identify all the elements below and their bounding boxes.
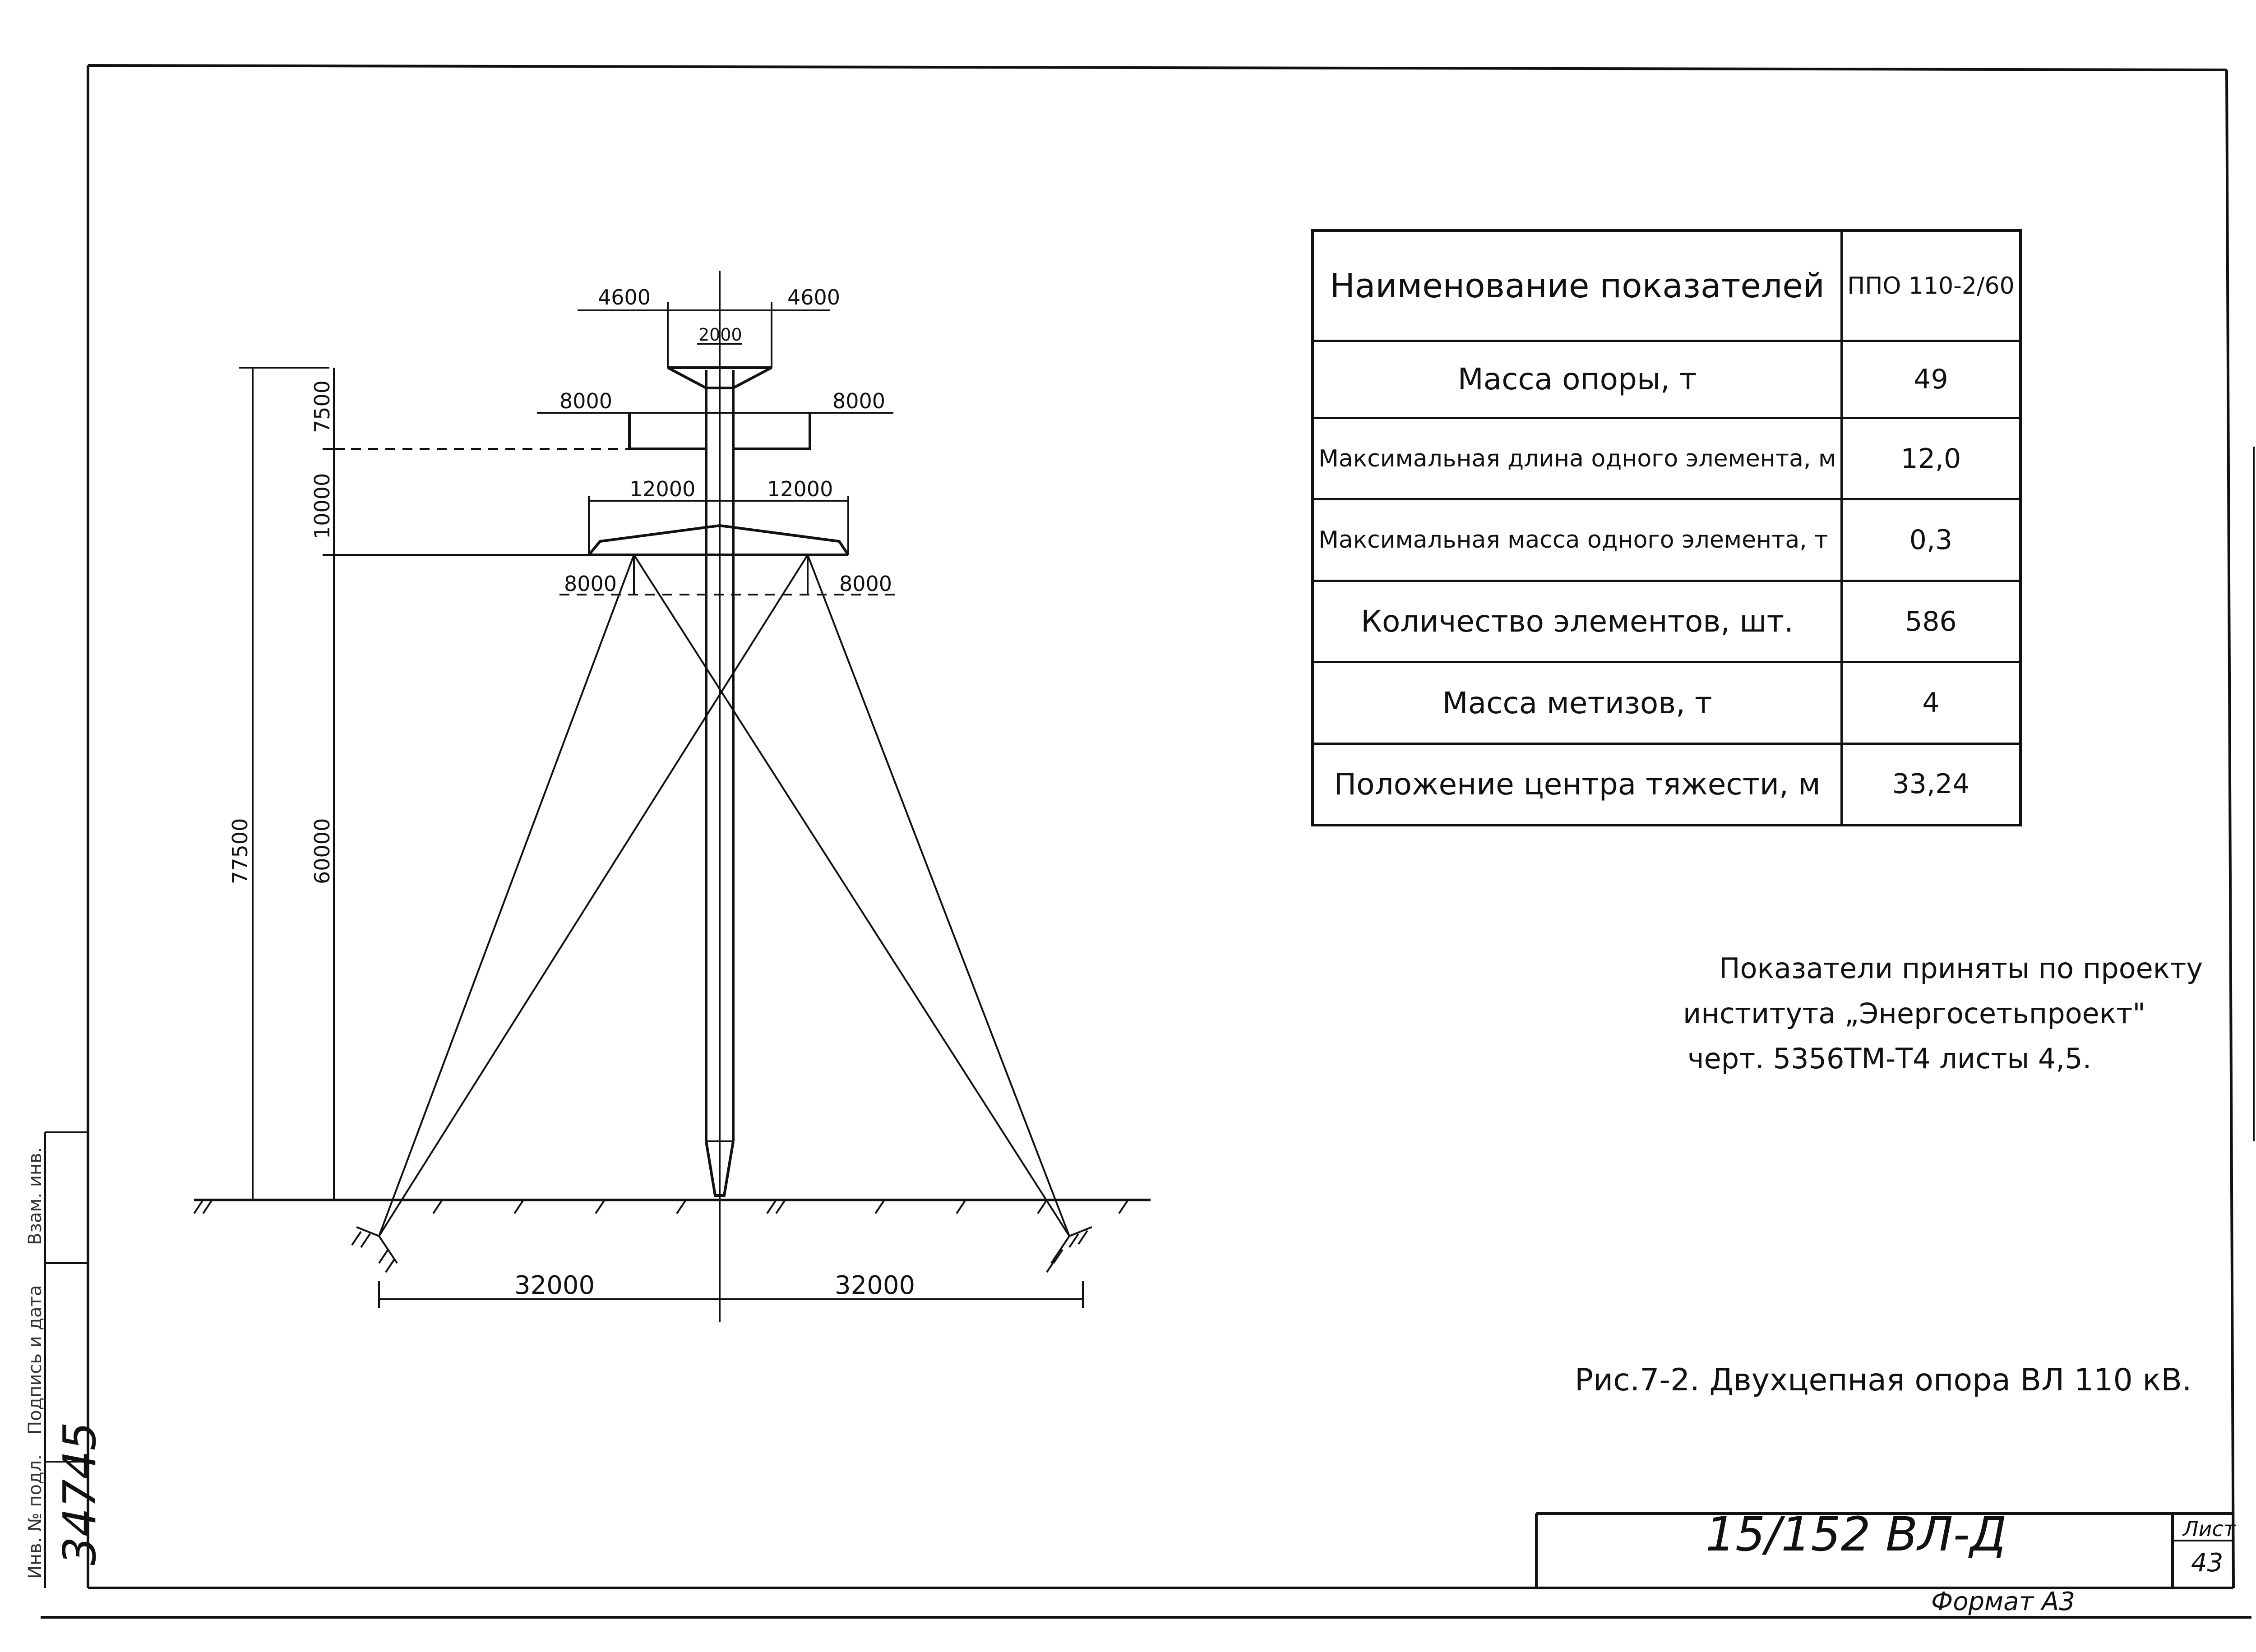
table-row [1313, 499, 2020, 581]
dim-vert-1: 7500 [310, 380, 334, 433]
dim-top-center: 2000 [698, 325, 742, 345]
cross-arm-middle [334, 413, 810, 449]
dim-mid-right: 8000 [832, 389, 886, 413]
dim-vert-3: 60000 [310, 818, 334, 884]
table-row [1313, 418, 2020, 499]
table-row [1313, 743, 2020, 825]
ground-line [194, 1200, 1151, 1214]
table-header-code: ППО 110-2/60 [1842, 231, 2020, 341]
row-value: 49 [1842, 341, 2020, 418]
dimension-lines [239, 302, 1083, 1308]
dim-top-left: 4600 [598, 285, 651, 309]
row-value: 586 [1842, 581, 2020, 662]
row-name: Масса опоры, т [1313, 341, 1842, 418]
row-value: 33,24 [1842, 743, 2020, 825]
dim-mid-left: 8000 [559, 389, 613, 413]
figure-caption: Рис.7-2. Двухцепная опора ВЛ 110 кВ. [1575, 1362, 2192, 1398]
note-line-1: Показатели приняты по проекту [1719, 952, 2203, 985]
table-header-name: Наименование показателей [1313, 231, 1842, 341]
note-line-3: черт. 5356ТМ-Т4 листы 4,5. [1687, 1042, 2092, 1075]
side-label-replace: Взам. инв. [25, 1147, 46, 1245]
side-label-sign: Подпись и дата [25, 1285, 46, 1435]
dim-top-right: 4600 [787, 285, 841, 309]
table-row [1313, 662, 2020, 744]
row-name: Количество элементов, шт. [1313, 581, 1842, 662]
row-name: Максимальная масса одного элемента, т [1313, 499, 1842, 581]
dim-attach-left: 8000 [564, 572, 617, 596]
row-name: Максимальная длина одного элемента, м [1313, 418, 1842, 499]
sheet-number: 43 [2191, 1548, 2224, 1578]
dim-low-left: 12000 [629, 477, 696, 501]
row-name: Масса метизов, т [1313, 662, 1842, 744]
dim-base-left: 32000 [514, 1271, 595, 1300]
sheet-label: Лист [2183, 1517, 2236, 1541]
inventory-number: 34745 [53, 1421, 106, 1565]
row-value: 12,0 [1842, 418, 2020, 499]
dim-attach-right: 8000 [839, 572, 892, 596]
dim-vert-total: 77500 [228, 818, 252, 884]
dim-low-right: 12000 [767, 477, 833, 501]
dim-base-right: 32000 [835, 1271, 915, 1300]
anchor-left [352, 1227, 397, 1272]
row-value: 4 [1842, 662, 2020, 744]
dim-vert-2: 10000 [310, 473, 334, 539]
row-value: 0,3 [1842, 499, 2020, 581]
guy-wires [379, 555, 1069, 1236]
document-code: 15/152 ВЛ-Д [1706, 1507, 2007, 1562]
note-line-2: института „Энергосетьпроект" [1683, 997, 2145, 1030]
indicators-table [1311, 229, 2022, 826]
table-row [1313, 581, 2020, 662]
row-name: Положение центра тяжести, м [1313, 743, 1842, 825]
format-label: Формат А3 [1931, 1587, 2075, 1616]
table-row [1313, 341, 2020, 418]
mast-shaft [706, 271, 733, 1322]
side-label-inv: Инв. № подл. [25, 1454, 46, 1579]
table-header-row [1313, 231, 2020, 341]
